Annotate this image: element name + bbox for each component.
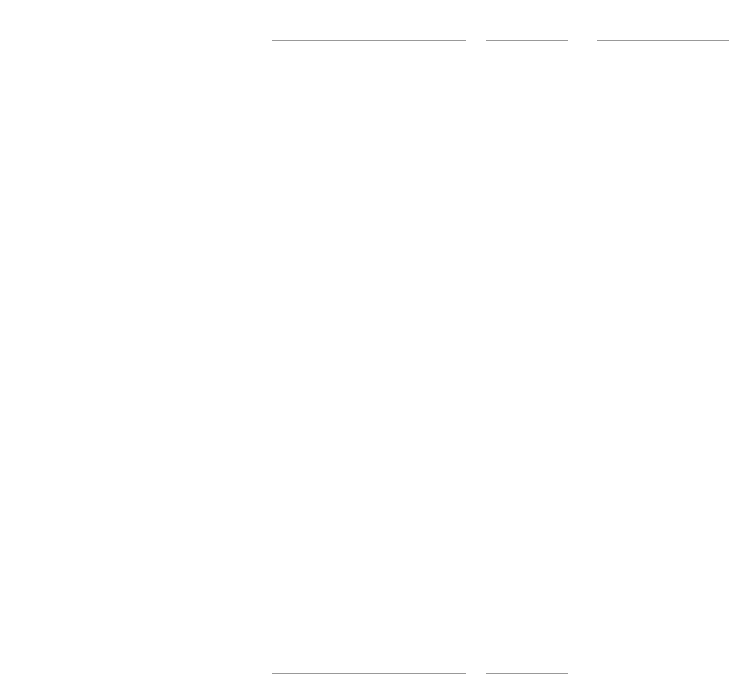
polar-diagram bbox=[0, 90, 250, 305]
zonal-lumens-footer bbox=[486, 673, 568, 674]
zonal-flux-footer bbox=[272, 673, 466, 674]
